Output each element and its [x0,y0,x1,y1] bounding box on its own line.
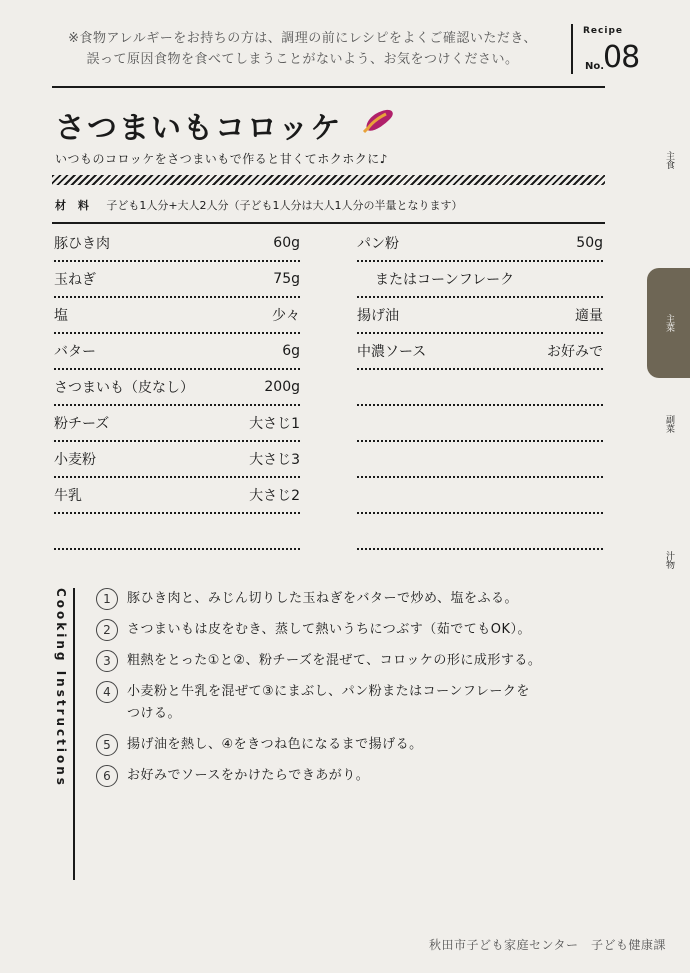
allergy-notice-line-2: 誤って原因食物を食べてしまうことがないよう、お気をつけください。 [86,52,519,67]
ingredient-row [54,478,300,514]
instructions-vertical-line [73,588,75,880]
ingredient-amount: 75g [273,271,300,287]
step-number: 5 [96,734,118,756]
allergy-notice-line-1: ※食物アレルギーをお持ちの方は、調理の前にレシピをよくご確認いただき、 [68,31,537,46]
servings-note: 子ども1人分+大人2人分（子ども1人分は大人1人分の半量となります） [106,199,463,212]
recipe-number-box [571,24,651,74]
ingredient-amount: 大さじ2 [249,488,300,504]
ingredient-row [54,334,300,370]
cooking-instructions-label: Cooking Instructions [54,588,68,788]
ingredient-name: 玉ねぎ [54,272,96,288]
ingredients-right-column [357,226,603,550]
ingredient-amount: お好みで [547,344,603,360]
step-text [127,765,596,787]
instruction-step [96,765,596,787]
ingredient-name: 豚ひき肉 [54,236,110,252]
step-text-line: 豚ひき肉と、みじん切りした玉ねぎをバターで炒め、塩をふる。 [127,591,518,606]
step-text-line: 小麦粉と牛乳を混ぜて③にまぶし、パン粉またはコーンフレークを [127,684,530,699]
step-text-line: お好みでソースをかけたらできあがり。 [127,768,370,783]
ingredients-header [55,197,463,213]
ingredient-amount: 大さじ3 [249,452,300,468]
step-text-line: 粗熱をとった①と②、粉チーズを混ぜて、コロッケの形に成形する。 [127,653,542,668]
recipe-number: 08 [603,40,640,75]
instruction-step [96,681,596,725]
ingredient-name: またはコーンフレーク [375,272,515,288]
side-tabs [647,0,690,973]
ingredient-name: 揚げ油 [357,308,399,324]
step-number: 6 [96,765,118,787]
ingredient-row [357,514,603,550]
step-number: 3 [96,650,118,672]
step-number: 4 [96,681,118,703]
step-text [127,681,596,725]
ingredient-row [54,298,300,334]
ingredient-row [357,226,603,262]
ingredient-row [54,406,300,442]
ingredient-row [54,226,300,262]
ingredient-amount: 6g [282,343,300,359]
tab-main-dish[interactable]: 主菜 [647,268,690,378]
sweet-potato-icon [362,106,396,134]
ingredient-row [357,478,603,514]
ingredients-divider [52,222,605,224]
ingredient-name: 粉チーズ [54,416,110,432]
ingredient-row [357,262,603,298]
tab-soup[interactable]: 汁物 [664,551,674,569]
step-number: 2 [96,619,118,641]
ingredient-name: 塩 [54,308,68,324]
instruction-step [96,650,596,672]
ingredient-row [357,442,603,478]
step-text [127,619,596,641]
ingredient-row [357,406,603,442]
recipe-title: さつまいもコロッケ [55,111,343,146]
step-text [127,734,596,756]
ingredient-amount: 200g [264,379,300,395]
tab-staple[interactable]: 主食 [664,151,674,169]
instruction-step [96,734,596,756]
ingredient-amount: 50g [576,235,603,251]
ingredient-name: バター [54,344,96,360]
ingredient-row [54,262,300,298]
ingredient-amount: 適量 [575,308,603,324]
ingredient-amount: 60g [273,235,300,251]
ingredient-row [357,334,603,370]
ingredients-label: 材 料 [55,199,93,212]
tab-side-dish[interactable]: 副菜 [664,415,674,433]
ingredient-name: さつまいも（皮なし） [54,380,194,396]
ingredient-name: 牛乳 [54,488,82,504]
step-text-line: さつまいもは皮をむき、蒸して熱いうちにつぶす（茹でてもOK）。 [127,622,531,637]
step-number: 1 [96,588,118,610]
instruction-steps [96,588,596,796]
ingredient-row [357,370,603,406]
ingredient-name: パン粉 [357,236,399,252]
step-text-line: つける。 [127,706,182,721]
recipe-subtitle: いつものコロッケをさつまいもで作ると甘くてホクホクに♪ [55,152,388,166]
ingredient-name: 中濃ソース [357,344,427,360]
step-text [127,588,596,610]
footer-organization: 秋田市子ども家庭センター 子ども健康課 [428,938,666,952]
ingredient-row [54,514,300,550]
ingredient-amount: 少々 [272,308,300,324]
recipe-no-label: No. [585,61,605,72]
ingredients-left-column [54,226,300,550]
ingredient-amount: 大さじ1 [249,416,300,432]
recipe-label: Recipe [583,26,624,36]
step-text [127,650,596,672]
instruction-step [96,588,596,610]
ingredient-row [54,370,300,406]
allergy-notice [40,28,565,70]
step-text-line: 揚げ油を熱し、④をきつね色になるまで揚げる。 [127,737,423,752]
striped-divider [52,175,605,185]
ingredient-row [54,442,300,478]
top-divider [52,86,605,88]
instruction-step [96,619,596,641]
ingredient-name: 小麦粉 [54,452,96,468]
ingredient-row [357,298,603,334]
